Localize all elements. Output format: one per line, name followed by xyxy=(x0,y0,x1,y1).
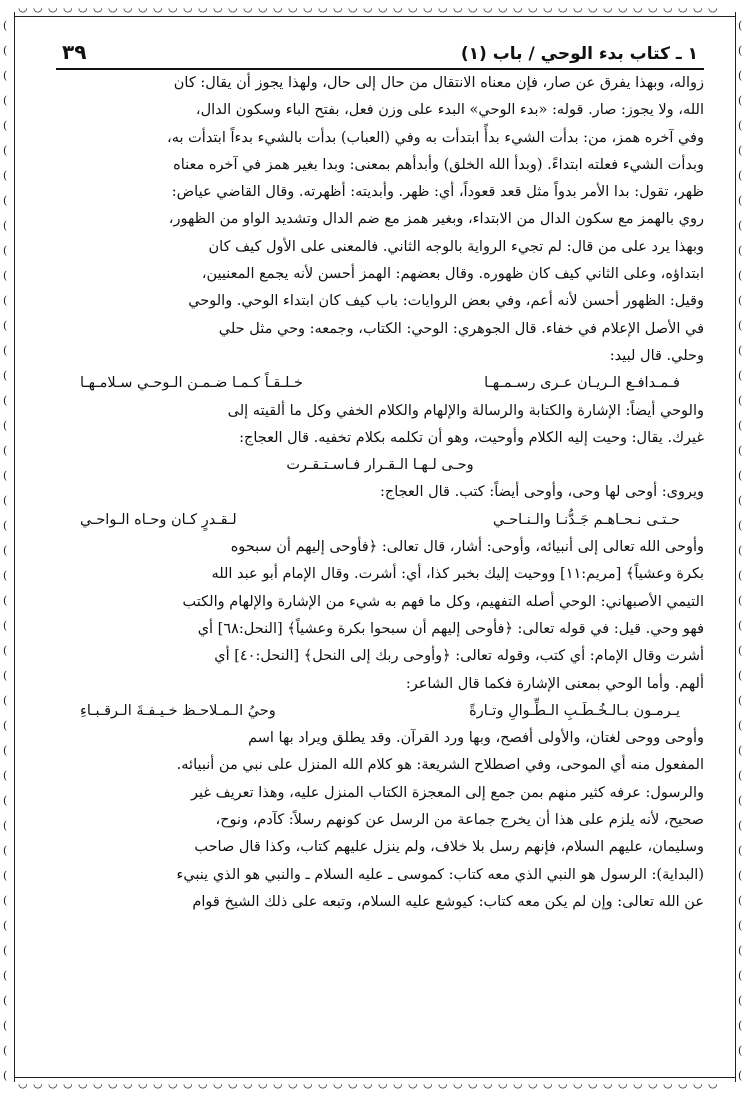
verse-first-hemistich: فـمـدافـع الـريـان عـرى رسـمـهـا xyxy=(484,375,680,392)
border-ornament-icon: ( xyxy=(3,294,8,307)
border-ornament-icon: ◡ xyxy=(228,1077,238,1090)
border-ornament-icon: ( xyxy=(3,1044,8,1057)
border-ornament-icon: ◡ xyxy=(663,1,673,14)
border-ornament-icon: ( xyxy=(3,744,8,757)
border-ornament-icon: ◡ xyxy=(108,1077,118,1090)
body-text xyxy=(56,70,704,916)
border-ornament-icon: ◡ xyxy=(438,1077,448,1090)
border-ornament-icon: ◡ xyxy=(33,1,43,14)
text-line: المفعول منه أي الموحى، وفي اصطلاح الشريعة: هو كلام الله المنزل على نبي من أنبيائه. xyxy=(176,757,704,774)
border-ornament-icon: ◡ xyxy=(108,1,118,14)
border-ornament-icon: ( xyxy=(738,19,743,32)
text-line: وأوحى الله تعالى إلى أنبيائه، وأوحى: أشار، قال تعالى: ﴿فأوحى إليهم أن سبحوه xyxy=(230,539,704,556)
border-ornament-icon: ◡ xyxy=(483,1077,493,1090)
border-ornament-icon: ( xyxy=(738,69,743,82)
border-ornament-icon: ( xyxy=(738,919,743,932)
border-ornament-icon: ◡ xyxy=(708,1077,718,1090)
border-ornament-icon: ◡ xyxy=(198,1,208,14)
border-ornament-icon: ◡ xyxy=(63,1077,73,1090)
border-ornament-icon: ( xyxy=(3,419,8,432)
border-ornament-icon: ( xyxy=(3,544,8,557)
border-ornament-icon: ◡ xyxy=(453,1077,463,1090)
border-ornament-icon: ◡ xyxy=(18,1,28,14)
border-ornament-icon: ◡ xyxy=(168,1,178,14)
border-ornament-icon: ◡ xyxy=(528,1077,538,1090)
border-ornament-icon: ◡ xyxy=(393,1077,403,1090)
border-ornament-icon: ( xyxy=(3,394,8,407)
border-ornament-icon: ◡ xyxy=(243,1077,253,1090)
text-line: روي بالهمز مع سكون الدال من الابتداء، وبغير همز مع ضم الدال وتشديد الواو من الظهور، xyxy=(168,211,704,228)
text-line: وفي آخره همز، من: بدأت الشيء بدأً ابتدأت به وفي (العباب) بدأت بالشيء بدءاً ابتدأت به، xyxy=(167,129,704,146)
text-line: وبهذا يرد على من قال: لم تجيء الرواية بالوجه الثاني. فالمعنى على الأول كيف كان xyxy=(208,238,704,255)
border-ornament-icon: ◡ xyxy=(573,1077,583,1090)
poetry-verse xyxy=(56,507,704,534)
border-ornament-icon: ( xyxy=(3,269,8,282)
text-line: ابتداؤه، وعلى الثاني كيف كان ظهوره. وقال بعضهم: الهمز أحسن لأنه يجمع المعنيين، xyxy=(201,266,704,283)
text-line: في الأصل الإعلام في خفاء. قال الجوهري: الوحي: الكتاب، وجمعه: وحي مثل حلي xyxy=(218,320,704,337)
border-ornament-icon: ( xyxy=(3,244,8,257)
border-ornament-icon: ( xyxy=(738,769,743,782)
border-ornament-icon: ◡ xyxy=(363,1077,373,1090)
border-ornament-icon: ◡ xyxy=(648,1,658,14)
border-ornament-icon: ( xyxy=(3,969,8,982)
border-ornament-icon: ( xyxy=(738,569,743,582)
text-line: وبدأت الشيء فعلته ابتداءً. (وبدأ الله الخلق) وأبدأهم بمعنى: وبدا بغير همز في آخره معناه xyxy=(173,156,704,173)
border-ornament-icon: ◡ xyxy=(693,1,703,14)
border-ornament-icon: ( xyxy=(738,119,743,132)
border-ornament-icon: ( xyxy=(3,344,8,357)
border-ornament-icon: ( xyxy=(3,594,8,607)
border-ornament-icon: ◡ xyxy=(333,1077,343,1090)
text-line: بكرة وعشياً﴾ [مريم:١١] ووحيت إليك بخبر كذا، أي: أشرت. وقال الإمام أبو عبد الله xyxy=(211,566,704,583)
border-ornament-icon: ( xyxy=(738,1044,743,1057)
border-ornament-icon: ◡ xyxy=(393,1,403,14)
border-ornament-icon: ◡ xyxy=(588,1077,598,1090)
border-ornament-icon: ( xyxy=(738,844,743,857)
border-ornament-icon: ◡ xyxy=(303,1077,313,1090)
border-ornament-icon: ( xyxy=(3,469,8,482)
border-ornament-icon: ◡ xyxy=(273,1,283,14)
border-ornament-icon: ( xyxy=(3,519,8,532)
border-ornament-icon: ( xyxy=(738,244,743,257)
border-ornament-icon: ( xyxy=(738,719,743,732)
text-line: وقيل: الظهور أحسن لأنه أعم، وفي بعض الروايات: باب كيف كان ابتداء الوحي. والوحي xyxy=(188,293,704,310)
border-ornament-icon: ◡ xyxy=(63,1,73,14)
border-ornament-icon: ( xyxy=(738,444,743,457)
poetry-verse xyxy=(56,370,704,397)
border-ornament-icon: ◡ xyxy=(18,1077,28,1090)
border-ornament-icon: ( xyxy=(738,319,743,332)
verse-first-hemistich: يـرمـون بـالـخُـطَـبِ الـطِّـوالِ وتـارةً xyxy=(469,702,680,719)
border-ornament-icon: ◡ xyxy=(693,1077,703,1090)
border-ornament-icon: ( xyxy=(738,544,743,557)
border-ornament-icon: ◡ xyxy=(273,1077,283,1090)
text-line: والوحي أيضاً: الإشارة والكتابة والرسالة والإلهام والكلام الخفي وكل ما ألقيته إلى xyxy=(227,402,704,419)
border-ornament-icon: ( xyxy=(3,694,8,707)
text-line: زواله، وبهذا يفرق عن صار، فإن معناه الانتقال من حال إلى حال، ولهذا يجوز أن يقال: كان xyxy=(173,75,704,91)
text-line: عن الله تعالى: وإن لم يكن معه كتاب: كيوشع عليه السلام، وتبعه على ذلك الشيخ قوام xyxy=(192,893,704,910)
border-ornament-icon: ◡ xyxy=(423,1,433,14)
border-ornament-icon: ( xyxy=(738,94,743,107)
border-ornament-icon: ( xyxy=(3,844,8,857)
border-ornament-icon: ( xyxy=(738,344,743,357)
border-ornament-icon: ◡ xyxy=(183,1077,193,1090)
border-ornament-icon: ◡ xyxy=(288,1077,298,1090)
border-ornament-icon: ◡ xyxy=(333,1,343,14)
border-ornament-icon: ◡ xyxy=(633,1077,643,1090)
border-ornament-icon: ( xyxy=(738,969,743,982)
border-ornament-icon: ( xyxy=(738,669,743,682)
text-line: الله، ولا يجوز: صار. قوله: «بدء الوحي» البدء على وزن فعل، بفتح الباء وسكون الدال، xyxy=(195,102,704,119)
border-ornament-icon: ◡ xyxy=(408,1,418,14)
border-ornament-icon: ◡ xyxy=(183,1,193,14)
border-ornament-icon: ◡ xyxy=(303,1,313,14)
border-ornament-icon: ( xyxy=(3,869,8,882)
border-ornament-icon: ◡ xyxy=(648,1077,658,1090)
border-ornament-icon: ◡ xyxy=(603,1077,613,1090)
border-ornament-icon: ◡ xyxy=(243,1,253,14)
chapter-title: ١ ـ كتاب بدء الوحي / باب (١) xyxy=(460,44,698,64)
border-ornament-icon: ◡ xyxy=(573,1,583,14)
border-ornament-icon: ( xyxy=(738,619,743,632)
text-line: صحيح، لأنه يلزم على هذا أن يخرج جماعة من الرسل عن كونهم رسلاً: كآدم، ونوح، xyxy=(215,812,704,829)
border-ornament-icon: ◡ xyxy=(618,1,628,14)
verse-line: وحـى لـهـا الـقـرار فـاسـتـقـرت xyxy=(286,457,474,474)
border-ornament-icon: ( xyxy=(738,594,743,607)
border-ornament-icon: ( xyxy=(3,444,8,457)
border-ornament-icon: ◡ xyxy=(153,1,163,14)
border-ornament-icon: ◡ xyxy=(78,1077,88,1090)
paragraph xyxy=(56,398,704,453)
border-ornament-icon: ◡ xyxy=(288,1,298,14)
border-ornament-icon: ( xyxy=(3,219,8,232)
border-ornament-icon: ◡ xyxy=(498,1077,508,1090)
border-ornament-icon: ◡ xyxy=(663,1077,673,1090)
border-ornament-icon: ◡ xyxy=(558,1,568,14)
border-ornament-icon: ◡ xyxy=(618,1077,628,1090)
border-ornament-icon: ( xyxy=(3,1069,8,1082)
text-line: وحلي. قال لبيد: xyxy=(609,347,704,364)
text-line: ظهر، تقول: بدا الأمر بدواً مثل قعد قعوداً، أي: ظهر. وأبديته: أظهرته. وقال القاضي عياض: xyxy=(171,184,704,201)
border-ornament-icon: ( xyxy=(3,944,8,957)
border-ornament-icon: ( xyxy=(738,794,743,807)
border-ornament-icon: ◡ xyxy=(78,1,88,14)
text-line: وسليمان، عليهم السلام، فإنهم رسل بلا خلاف، ولم ينزل عليهم كتاب، وكذا قال صاحب xyxy=(194,839,704,856)
border-ornament-icon: ◡ xyxy=(138,1,148,14)
border-ornament-icon: ◡ xyxy=(513,1077,523,1090)
text-line: غيرك. يقال: وحيت إليه الكلام وأوحيت، وهو أن تكلمه بكلام تخفيه. قال العجاج: xyxy=(239,429,704,446)
border-ornament-icon: ◡ xyxy=(93,1077,103,1090)
border-ornament-icon: ( xyxy=(738,419,743,432)
border-ornament-icon: ( xyxy=(3,769,8,782)
border-ornament-icon: ◡ xyxy=(408,1077,418,1090)
border-ornament-icon: ( xyxy=(3,894,8,907)
text-line: ألهم. وأما الوحي بمعنى الإشارة فكما قال الشاعر: xyxy=(405,675,704,692)
poetry-verse xyxy=(56,452,704,479)
border-ornament-icon: ( xyxy=(3,919,8,932)
border-ornament-icon: ◡ xyxy=(363,1,373,14)
paragraph xyxy=(56,534,704,698)
border-ornament-icon: ( xyxy=(3,644,8,657)
border-ornament-icon: ( xyxy=(738,144,743,157)
border-ornament-icon: ( xyxy=(3,144,8,157)
border-ornament-icon: ◡ xyxy=(318,1,328,14)
border-ornament-icon: ◡ xyxy=(453,1,463,14)
border-ornament-icon: ◡ xyxy=(213,1,223,14)
text-line: وأوحى ووحى لغتان، والأولى أفصح، وبها ورد القرآن. وقد يطلق ويراد بها اسم xyxy=(248,730,704,747)
border-ornament-icon: ◡ xyxy=(603,1,613,14)
text-line: أشرت وقال الإمام: أي كتب، وقوله تعالى: ﴿وأوحى ربك إلى النحل﴾ [النحل:٤٠] أي xyxy=(214,648,704,665)
border-ornament-icon: ◡ xyxy=(213,1077,223,1090)
border-ornament-icon: ◡ xyxy=(93,1,103,14)
border-ornament-icon: ◡ xyxy=(438,1,448,14)
border-ornament-icon: ( xyxy=(3,69,8,82)
border-ornament-icon: ◡ xyxy=(123,1,133,14)
border-ornament-icon: ( xyxy=(3,719,8,732)
border-ornament-icon: ( xyxy=(738,519,743,532)
border-ornament-icon: ( xyxy=(738,1019,743,1032)
border-ornament-icon: ( xyxy=(738,169,743,182)
border-ornament-icon: ◡ xyxy=(678,1,688,14)
verse-second-hemistich: لـقـدرٍ كـان وحـاه الـواحـي xyxy=(80,511,237,528)
border-ornament-icon: ( xyxy=(3,569,8,582)
border-ornament-icon: ◡ xyxy=(33,1077,43,1090)
border-ornament-icon: ◡ xyxy=(543,1077,553,1090)
border-ornament-icon: ( xyxy=(738,869,743,882)
text-line: فهو وحي. قيل: في قوله تعالى: ﴿فأوحى إليهم أن سبحوا بكرة وعشياً﴾ [النحل:٦٨] أي xyxy=(197,620,704,637)
border-ornament-icon: ( xyxy=(3,194,8,207)
paragraph xyxy=(56,725,704,916)
border-ornament-icon: ( xyxy=(3,94,8,107)
border-ornament-icon: ( xyxy=(738,994,743,1007)
border-ornament-icon: ( xyxy=(3,319,8,332)
border-ornament-icon: ( xyxy=(3,494,8,507)
border-ornament-icon: ◡ xyxy=(258,1077,268,1090)
border-ornament-icon: ◡ xyxy=(48,1077,58,1090)
border-ornament-icon: ( xyxy=(3,994,8,1007)
border-ornament-icon: ( xyxy=(738,494,743,507)
border-ornament-icon: ◡ xyxy=(468,1077,478,1090)
verse-second-hemistich: خـلـقـاً كـمـا ضـمـن الـوحـي سـلامـهـا xyxy=(80,375,304,392)
page-number: ٣٩ xyxy=(62,40,87,64)
text-line: والرسول: عرفه كثير منهم بمن جمع إلى المعجزة الكتاب المنزل عليه، وهذا تعريف غير xyxy=(191,784,704,801)
border-ornament-icon: ( xyxy=(738,369,743,382)
page-content xyxy=(56,36,704,1060)
border-ornament-icon: ◡ xyxy=(228,1,238,14)
verse-first-hemistich: حـتـى نـحـاهـم جَـدُّنـا والـنـاحـي xyxy=(492,511,680,528)
border-ornament-icon: ◡ xyxy=(543,1,553,14)
border-ornament-icon: ◡ xyxy=(318,1077,328,1090)
border-ornament-icon: ( xyxy=(738,469,743,482)
text-line: (البداية): الرسول هو النبي الذي معه كتاب: كموسى ـ عليه السلام ـ والنبي هو الذي ينبيء xyxy=(176,866,704,883)
border-ornament-icon: ( xyxy=(3,169,8,182)
border-ornament-icon: ◡ xyxy=(468,1,478,14)
border-ornament-icon: ( xyxy=(3,819,8,832)
border-ornament-icon: ( xyxy=(3,619,8,632)
border-ornament-icon: ( xyxy=(738,194,743,207)
border-ornament-icon: ◡ xyxy=(198,1077,208,1090)
paragraph xyxy=(56,479,704,506)
border-ornament-icon: ( xyxy=(3,369,8,382)
border-ornament-icon: ( xyxy=(738,894,743,907)
border-ornament-icon: ◡ xyxy=(123,1077,133,1090)
border-ornament-icon: ( xyxy=(738,44,743,57)
border-ornament-icon: ◡ xyxy=(168,1077,178,1090)
border-ornament-icon: ◡ xyxy=(348,1,358,14)
border-ornament-icon: ( xyxy=(738,644,743,657)
paragraph xyxy=(56,70,704,370)
verse-second-hemistich: وحيُ الـمـلاحـظ خـيـفـةَ الـرقـبـاءِ xyxy=(80,702,276,719)
text-line: التيمي الأصبهاني: الوحي أصله التفهيم، وكل ما فهم به شيء من الإشارة والإلهام والكتب xyxy=(182,593,704,610)
border-ornament-icon: ( xyxy=(3,1019,8,1032)
border-ornament-icon: ( xyxy=(738,819,743,832)
border-ornament-icon: ◡ xyxy=(528,1,538,14)
border-ornament-icon: ◡ xyxy=(138,1077,148,1090)
border-ornament-icon: ( xyxy=(3,44,8,57)
border-ornament-icon: ◡ xyxy=(378,1,388,14)
border-ornament-icon: ( xyxy=(738,1069,743,1082)
poetry-verse xyxy=(56,698,704,725)
border-ornament-icon: ◡ xyxy=(558,1077,568,1090)
border-ornament-icon: ◡ xyxy=(378,1077,388,1090)
border-ornament-icon: ( xyxy=(738,294,743,307)
border-ornament-icon: ◡ xyxy=(588,1,598,14)
border-ornament-icon: ( xyxy=(3,669,8,682)
border-ornament-icon: ◡ xyxy=(48,1,58,14)
border-ornament-icon: ( xyxy=(738,744,743,757)
border-ornament-icon: ( xyxy=(3,19,8,32)
border-ornament-icon: ◡ xyxy=(708,1,718,14)
border-ornament-icon: ◡ xyxy=(348,1077,358,1090)
border-ornament-icon: ( xyxy=(3,794,8,807)
border-ornament-icon: ( xyxy=(738,394,743,407)
border-ornament-icon: ◡ xyxy=(423,1077,433,1090)
border-ornament-icon: ◡ xyxy=(153,1077,163,1090)
border-ornament-icon: ( xyxy=(3,119,8,132)
page-header xyxy=(56,36,704,70)
border-ornament-icon: ( xyxy=(738,219,743,232)
border-ornament-icon: ( xyxy=(738,694,743,707)
border-ornament-icon: ( xyxy=(738,269,743,282)
border-ornament-icon: ◡ xyxy=(483,1,493,14)
border-ornament-icon: ◡ xyxy=(258,1,268,14)
border-ornament-icon: ◡ xyxy=(498,1,508,14)
border-ornament-icon: ◡ xyxy=(633,1,643,14)
border-ornament-icon: ( xyxy=(738,944,743,957)
border-ornament-icon: ◡ xyxy=(513,1,523,14)
text-line: ويروى: أوحى لها وحى، وأوحى أيضاً: كتب. قال العجاج: xyxy=(380,484,704,501)
border-ornament-icon: ◡ xyxy=(678,1077,688,1090)
